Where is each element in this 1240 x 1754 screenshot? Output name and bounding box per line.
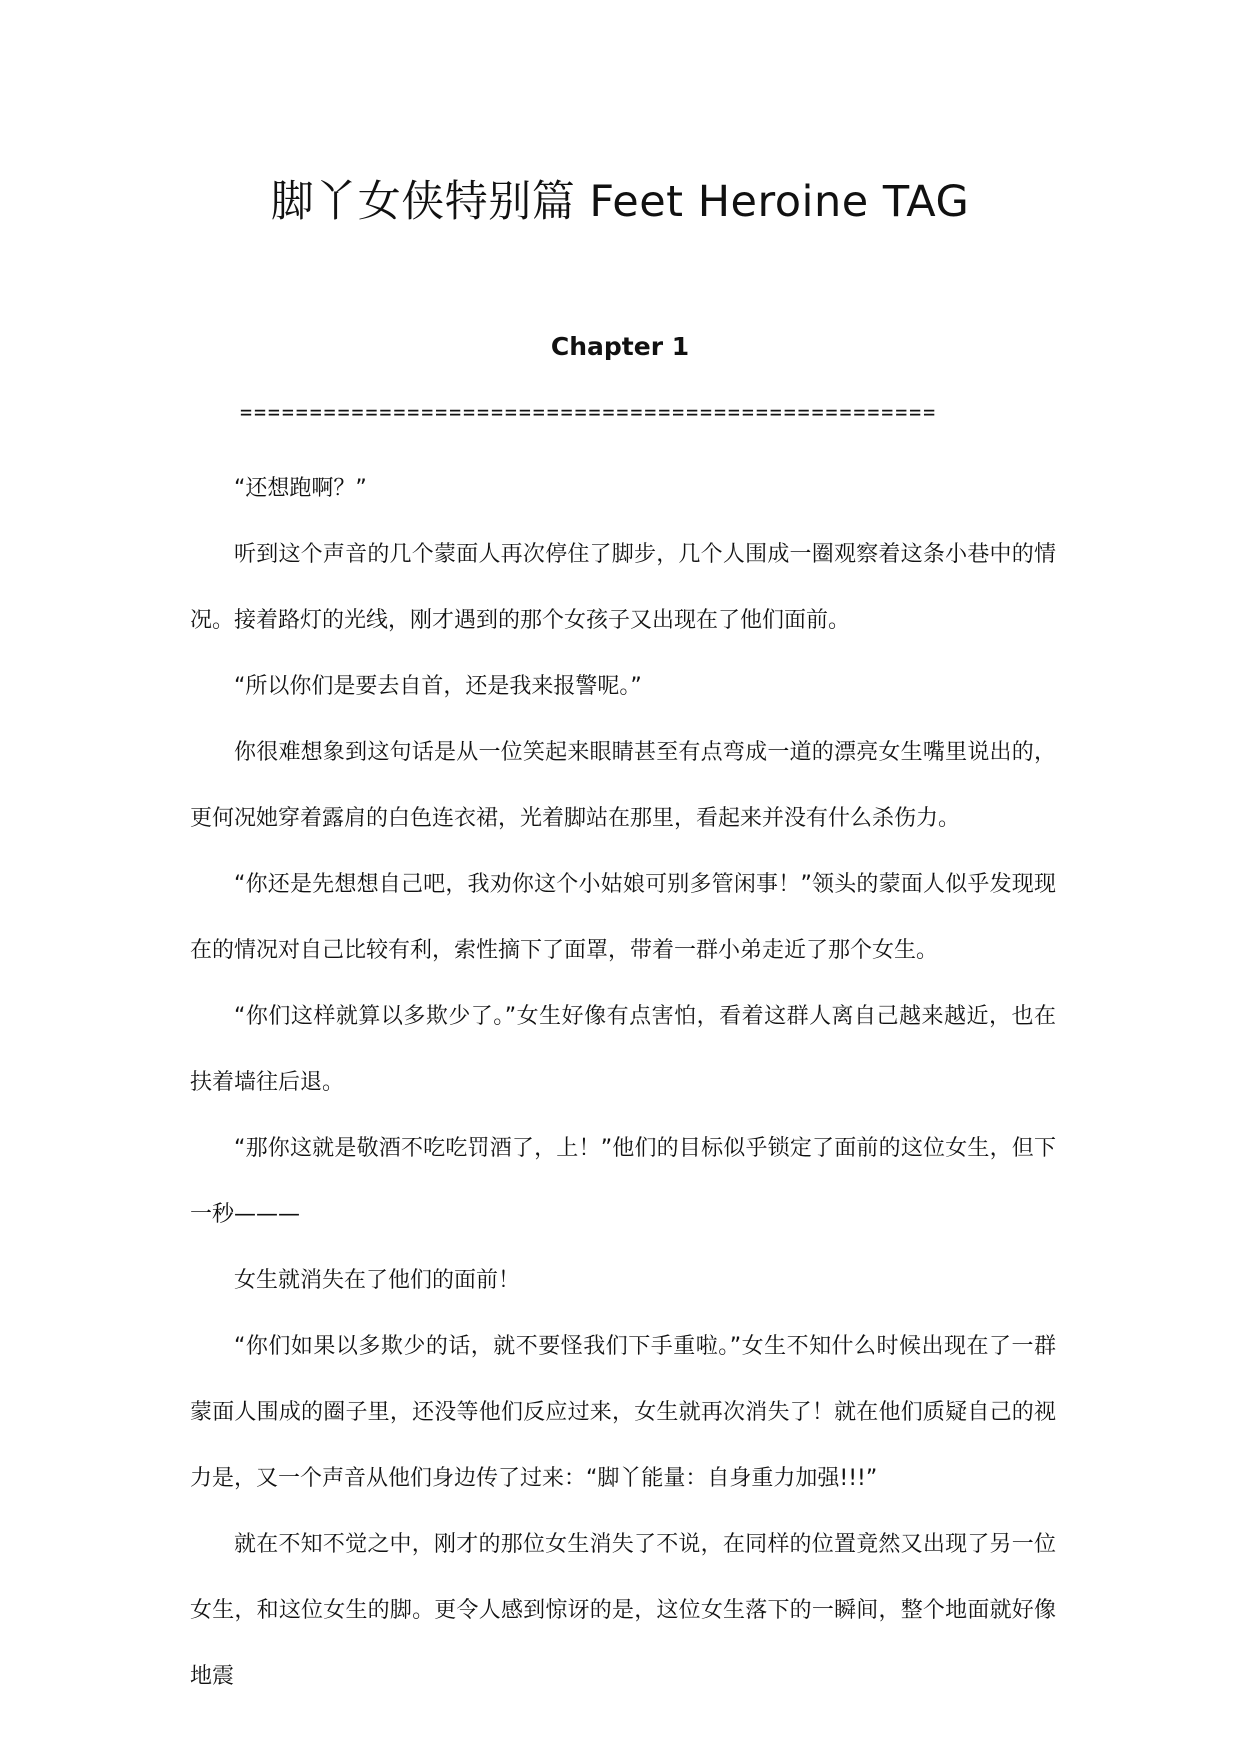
paragraph: “那你这就是敬酒不吃吃罚酒了，上！”他们的目标似乎锁定了面前的这位女生，但下一秒——— bbox=[190, 1136, 1056, 1227]
paragraph: 听到这个声音的几个蒙面人再次停住了脚步，几个人围成一圈观察着这条小巷中的情况。接着路灯的光线，刚才遇到的那个女孩子又出现在了他们面前。 bbox=[190, 542, 1056, 633]
paragraph: “你还是先想想自己吧，我劝你这个小姑娘可别多管闲事！”领头的蒙面人似乎发现现在的情况对自己比较有利，索性摘下了面罩，带着一群小弟走近了那个女生。 bbox=[190, 872, 1056, 963]
document-title: 脚丫女侠特别篇 Feet Heroine TAG bbox=[270, 177, 970, 227]
paragraph: “你们如果以多欺少的话，就不要怪我们下手重啦。”女生不知什么时候出现在了一群蒙面人围成的圈子里，还没等他们反应过来，女生就再次消失了！就在他们质疑自己的视力是，又一个声音从他们身边传了过来：“脚丫能量：自身重力加强!!!” bbox=[190, 1334, 1056, 1491]
paragraph: “还想跑啊？” bbox=[234, 476, 367, 501]
paragraph: “所以你们是要去自首，还是我来报警呢。” bbox=[234, 674, 642, 699]
separator-line: ================================================== bbox=[240, 400, 938, 424]
body-text bbox=[190, 456, 1056, 1710]
paragraph: 你很难想象到这句话是从一位笑起来眼睛甚至有点弯成一道的漂亮女生嘴里说出的，更何况她穿着露肩的白色连衣裙，光着脚站在那里，看起来并没有什么杀伤力。 bbox=[190, 740, 1056, 831]
paragraph: “你们这样就算以多欺少了。”女生好像有点害怕，看着这群人离自己越来越近，也在扶着墙往后退。 bbox=[190, 1004, 1056, 1095]
paragraph: 女生就消失在了他们的面前！ bbox=[234, 1268, 521, 1293]
chapter-heading: Chapter 1 bbox=[550, 332, 690, 361]
paragraph: 就在不知不觉之中，刚才的那位女生消失了不说，在同样的位置竟然又出现了另一位女生，和这位女生的脚。更令人感到惊讶的是，这位女生落下的一瞬间，整个地面就好像地震 bbox=[190, 1532, 1056, 1689]
